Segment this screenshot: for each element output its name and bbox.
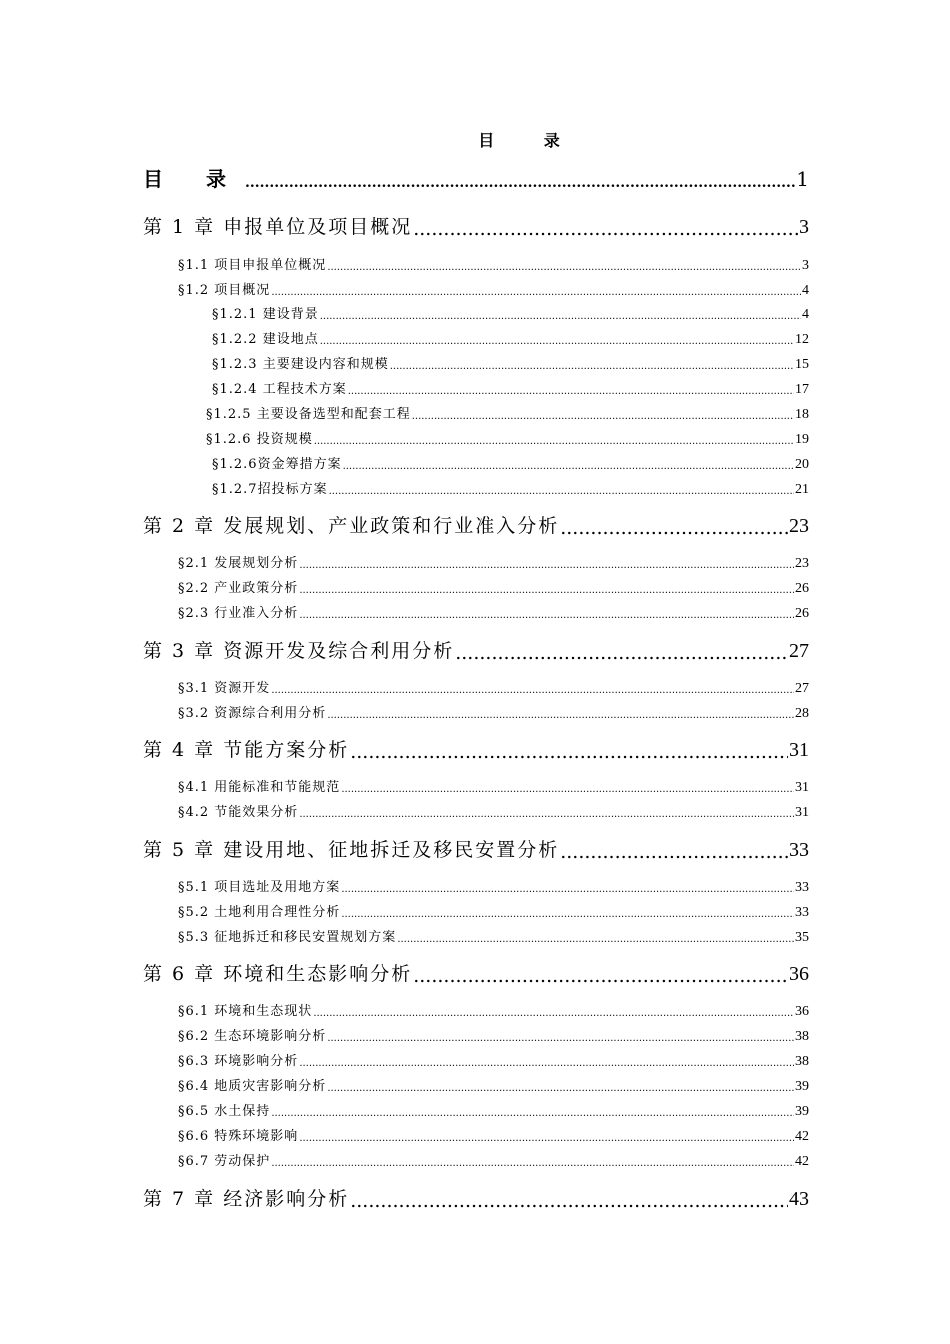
- toc-entry-section-4-2[interactable]: [178, 801, 809, 821]
- toc-entry-label: §2.1 发展规划分析: [178, 556, 299, 571]
- dot-leader: [413, 966, 788, 986]
- dot-leader: [327, 1033, 794, 1045]
- toc-page-number: 21: [795, 482, 809, 497]
- toc-entry-chapter-3[interactable]: [143, 636, 809, 663]
- dot-leader: [299, 809, 794, 821]
- toc-entry-label: §6.4 地质灾害影响分析: [178, 1079, 327, 1094]
- toc-entry-label: §1.2.7招投标方案: [212, 482, 328, 497]
- dot-leader: [348, 386, 794, 398]
- toc-entry-label: 第 7 章 经济影响分析: [143, 1188, 350, 1210]
- dot-leader: [350, 1191, 788, 1211]
- toc-entry-label: 第 4 章 节能方案分析: [143, 739, 350, 761]
- toc-heading: 目 录: [478, 131, 582, 150]
- toc-entry-label: §5.2 土地利用合理性分析: [178, 905, 341, 920]
- toc-entry-chapter-1[interactable]: [143, 212, 809, 239]
- toc-entry-label: §1.2.4 工程技术方案: [212, 382, 347, 397]
- toc-entry-section-1-2-6-investment[interactable]: [206, 428, 809, 448]
- dot-leader: [350, 742, 788, 762]
- toc-page-number: 31: [789, 739, 809, 761]
- toc-entry-label: 第 6 章 环境和生态影响分析: [143, 963, 413, 985]
- toc-entry-section-3-2[interactable]: [178, 702, 809, 722]
- toc-page-number: 27: [795, 681, 809, 696]
- toc-page-number: 23: [795, 556, 809, 571]
- dot-leader: [299, 585, 794, 597]
- toc-entry-label: §1.2.2 建设地点: [212, 332, 319, 347]
- toc-entry-label: §5.1 项目选址及用地方案: [178, 880, 341, 895]
- toc-entry-chapter-6[interactable]: [143, 959, 809, 986]
- dot-leader: [455, 643, 788, 663]
- toc-page-number: 15: [795, 357, 809, 372]
- toc-page-number: 26: [795, 606, 809, 621]
- toc-entry-section-6-7[interactable]: [178, 1150, 809, 1170]
- toc-entry-chapter-2[interactable]: [143, 511, 809, 538]
- toc-entry-label: §1.2.6 投资规模: [206, 432, 313, 447]
- toc-page-number: 38: [795, 1054, 809, 1069]
- toc-entry-label: §6.1 环境和生态现状: [178, 1004, 313, 1019]
- toc-page-number: 3: [799, 216, 809, 238]
- toc-entry-section-1-2-5[interactable]: [206, 403, 809, 423]
- toc-page-number: 19: [795, 432, 809, 447]
- toc-entry-label: §6.6 特殊环境影响: [178, 1129, 299, 1144]
- dot-leader: [329, 486, 794, 498]
- dot-leader: [341, 909, 794, 921]
- dot-leader: [341, 784, 794, 796]
- dot-leader: [271, 1108, 794, 1120]
- dot-leader: [299, 560, 794, 572]
- dot-leader: [390, 361, 794, 373]
- toc-entry-section-4-1[interactable]: [178, 776, 809, 796]
- toc-page-number: 36: [789, 963, 809, 985]
- toc-page-number: 23: [789, 515, 809, 537]
- toc-page-number: 31: [795, 780, 809, 795]
- toc-entry-section-1-2-1[interactable]: [212, 303, 809, 323]
- dot-leader: [397, 934, 794, 946]
- dot-leader: [299, 610, 794, 622]
- dot-leader: [320, 311, 801, 323]
- toc-entry-label: §6.5 水土保持: [178, 1104, 271, 1119]
- dot-leader: [560, 842, 788, 862]
- toc-page-number: 33: [795, 905, 809, 920]
- toc-page-number: 26: [795, 581, 809, 596]
- toc-entry-section-3-1[interactable]: [178, 677, 809, 697]
- toc-entry-section-5-2[interactable]: [178, 901, 809, 921]
- toc-entry-section-2-2[interactable]: [178, 577, 809, 597]
- toc-entry-label: §1.2.1 建设背景: [212, 307, 319, 322]
- toc-entry-chapter-7[interactable]: [143, 1184, 809, 1211]
- dot-leader: [271, 685, 794, 697]
- toc-page-number: 42: [795, 1129, 809, 1144]
- toc-entry-chapter-5[interactable]: [143, 835, 809, 862]
- toc-page-number: 39: [795, 1079, 809, 1094]
- toc-entry-label: §3.2 资源综合利用分析: [178, 706, 327, 721]
- toc-entry-label: §1.2.3 主要建设内容和规模: [212, 357, 389, 372]
- toc-page-number: 4: [802, 283, 809, 298]
- toc-entry-section-5-3[interactable]: [178, 926, 809, 946]
- toc-page-number: 12: [795, 332, 809, 347]
- toc-entry-label: 第 2 章 发展规划、产业政策和行业准入分析: [143, 515, 560, 537]
- toc-entry-section-1-2-4[interactable]: [212, 378, 809, 398]
- toc-entry-section-6-2[interactable]: [178, 1025, 809, 1045]
- dot-leader: [560, 518, 788, 538]
- toc-page-number: 3: [802, 258, 809, 273]
- toc-page-number: 35: [795, 930, 809, 945]
- toc-entry-label: §2.3 行业准入分析: [178, 606, 299, 621]
- toc-entry-label: §1.2.5 主要设备选型和配套工程: [206, 407, 411, 422]
- dot-leader: [412, 411, 794, 423]
- toc-entry-section-6-5[interactable]: [178, 1100, 809, 1120]
- toc-entry-chapter-4[interactable]: [143, 735, 809, 762]
- toc-entry-section-2-1[interactable]: [178, 552, 809, 572]
- toc-entry-label: §1.1 项目申报单位概况: [178, 258, 327, 273]
- toc-page-number: 43: [789, 1188, 809, 1210]
- dot-leader: [341, 884, 794, 896]
- toc-entry-section-6-6[interactable]: [178, 1125, 809, 1145]
- toc-page-number: 4: [802, 307, 809, 322]
- dot-leader: [313, 1008, 794, 1020]
- toc-entry-section-1-2-2[interactable]: [212, 328, 809, 348]
- toc-page-number: 39: [795, 1104, 809, 1119]
- toc-page-number: 33: [789, 839, 809, 861]
- toc-entry-label: 第 1 章 申报单位及项目概况: [143, 216, 413, 238]
- dot-leader: [299, 1133, 794, 1145]
- dot-leader: [327, 262, 801, 274]
- toc-entry-section-6-1[interactable]: [178, 1000, 809, 1020]
- dot-leader: [271, 1158, 794, 1170]
- toc-entry-label: §6.7 劳动保护: [178, 1154, 271, 1169]
- toc-entry-section-6-4[interactable]: [178, 1075, 809, 1095]
- toc-page-number: 18: [795, 407, 809, 422]
- dot-leader: [343, 461, 794, 473]
- toc-page-number: 28: [795, 706, 809, 721]
- toc-page-number: 38: [795, 1029, 809, 1044]
- toc-entry-section-1-2-7[interactable]: [212, 478, 809, 498]
- dot-leader: [327, 1083, 794, 1095]
- dot-leader: [271, 287, 801, 299]
- dot-leader: [245, 174, 795, 192]
- toc-entry-label: §1.2.6资金筹措方案: [212, 457, 342, 472]
- toc-entry-label: §6.3 环境影响分析: [178, 1054, 299, 1069]
- toc-entry-label: §5.3 征地拆迁和移民安置规划方案: [178, 930, 397, 945]
- toc-page-number: 33: [795, 880, 809, 895]
- toc-entry-label: §2.2 产业政策分析: [178, 581, 299, 596]
- toc-page-number: 42: [795, 1154, 809, 1169]
- toc-entry-section-5-1[interactable]: [178, 876, 809, 896]
- toc-entry-label: §4.1 用能标准和节能规范: [178, 780, 341, 795]
- toc-entry-contents[interactable]: [143, 163, 809, 192]
- toc-page-number: 1: [796, 167, 809, 191]
- toc-page-number: 20: [795, 457, 809, 472]
- toc-page-number: 17: [795, 382, 809, 397]
- toc-entry-section-1-2[interactable]: [178, 279, 809, 299]
- dot-leader: [327, 710, 794, 722]
- toc-entry-section-1-2-3[interactable]: [212, 353, 809, 373]
- toc-entry-label: §4.2 节能效果分析: [178, 805, 299, 820]
- toc-page-number: 31: [795, 805, 809, 820]
- dot-leader: [314, 436, 794, 448]
- toc-entry-label: 目 录: [143, 167, 244, 191]
- toc-page-number: 27: [789, 640, 809, 662]
- toc-entry-section-1-2-6-funding[interactable]: [212, 453, 809, 473]
- toc-entry-label: §3.1 资源开发: [178, 681, 271, 696]
- toc-page-number: 36: [795, 1004, 809, 1019]
- toc-entry-label: 第 3 章 资源开发及综合利用分析: [143, 640, 455, 662]
- dot-leader: [299, 1058, 794, 1070]
- toc-entry-section-2-3[interactable]: [178, 602, 809, 622]
- dot-leader: [320, 336, 794, 348]
- toc-entry-label: §6.2 生态环境影响分析: [178, 1029, 327, 1044]
- toc-entry-label: §1.2 项目概况: [178, 283, 271, 298]
- toc-entry-section-1-1[interactable]: [178, 254, 809, 274]
- dot-leader: [413, 219, 798, 239]
- toc-entry-label: 第 5 章 建设用地、征地拆迁及移民安置分析: [143, 839, 560, 861]
- toc-entry-section-6-3[interactable]: [178, 1050, 809, 1070]
